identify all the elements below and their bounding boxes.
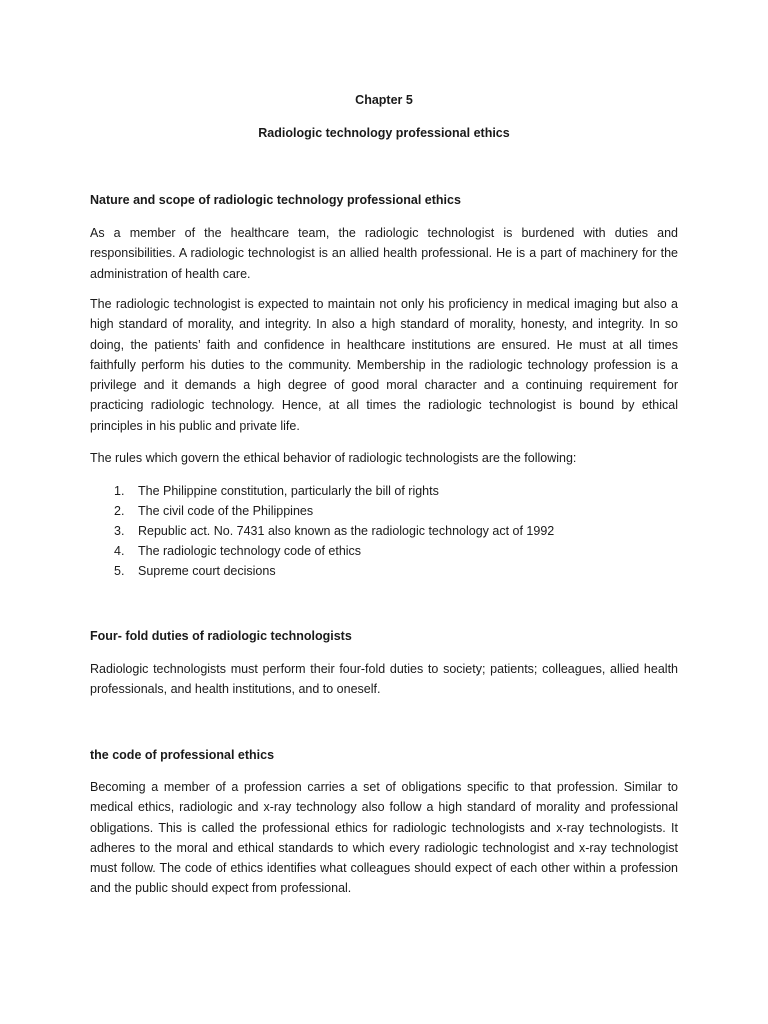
- list-item: [90, 541, 554, 561]
- paragraph: Radiologic technologists must perform their four-fold duties to society; patients; colleagues, allied health professionals, and health institutions, and to oneself.: [90, 662, 678, 697]
- list-item-text: The civil code of the Philippines: [138, 504, 314, 518]
- list-item: [90, 521, 554, 541]
- document-title: Radiologic technology professional ethics: [258, 126, 510, 140]
- list-item-text: The Philippine constitution, particularly the bill of rights: [138, 484, 439, 498]
- section-heading-nature-scope: Nature and scope of radiologic technology professional ethics: [90, 193, 461, 207]
- section-heading-code-of-ethics: the code of professional ethics: [90, 748, 275, 762]
- paragraph: The radiologic technologist is expected to maintain not only his proficiency in medical imaging but also a high standard of morality, and integrity. In also a high standard of morality, honesty, and integrity. In so doing, the patients’ faith and confidence in healthcare institutions are ensured. He must at all times faithfully perform his duties to the community. Membership in the radiologic technology profession is a privilege and it demands a high degree of good moral character and a continuing requirement for practicing radiologic technology. Hence, at all times the radiologic technologist is bound by ethical principles in his public and private life.: [90, 297, 678, 433]
- paragraph: Becoming a member of a profession carries a set of obligations specific to that profession. Similar to medical ethics, radiologic and x-ray technology also follow a high standard of morality and professional obligations. This is called the professional ethics for radiologic technologists and x-ray technologists. It adheres to the moral and ethical standards to which every radiologic technologist and x-ray technologist must follow. The code of ethics identifies what colleagues should expect of each other within a profession and the public should expect from professional.: [90, 780, 678, 896]
- list-item-text: Republic act. No. 7431 also known as the radiologic technology act of 1992: [138, 524, 555, 538]
- section-heading-four-fold-duties: Four- fold duties of radiologic technologists: [90, 629, 352, 643]
- list-item-number: 3.: [114, 524, 125, 538]
- paragraph: The rules which govern the ethical behavior of radiologic technologists are the following:: [90, 451, 577, 465]
- paragraph: As a member of the healthcare team, the radiologic technologist is burdened with duties and responsibilities. A radiologic technologist is an allied health professional. He is a part of machinery for the administration of health care.: [90, 226, 678, 281]
- list-item-text: The radiologic technology code of ethics: [138, 544, 362, 558]
- list-item-number: 2.: [114, 504, 125, 518]
- list-item: [90, 561, 554, 581]
- rules-list: [90, 481, 554, 581]
- chapter-title: Chapter 5: [355, 93, 413, 107]
- list-item: [90, 481, 554, 501]
- list-item-number: 4.: [114, 544, 125, 558]
- document-page: [90, 0, 678, 1024]
- list-item-number: 1.: [114, 484, 125, 498]
- list-item-number: 5.: [114, 564, 125, 578]
- list-item-text: Supreme court decisions: [138, 564, 276, 578]
- list-item: [90, 501, 554, 521]
